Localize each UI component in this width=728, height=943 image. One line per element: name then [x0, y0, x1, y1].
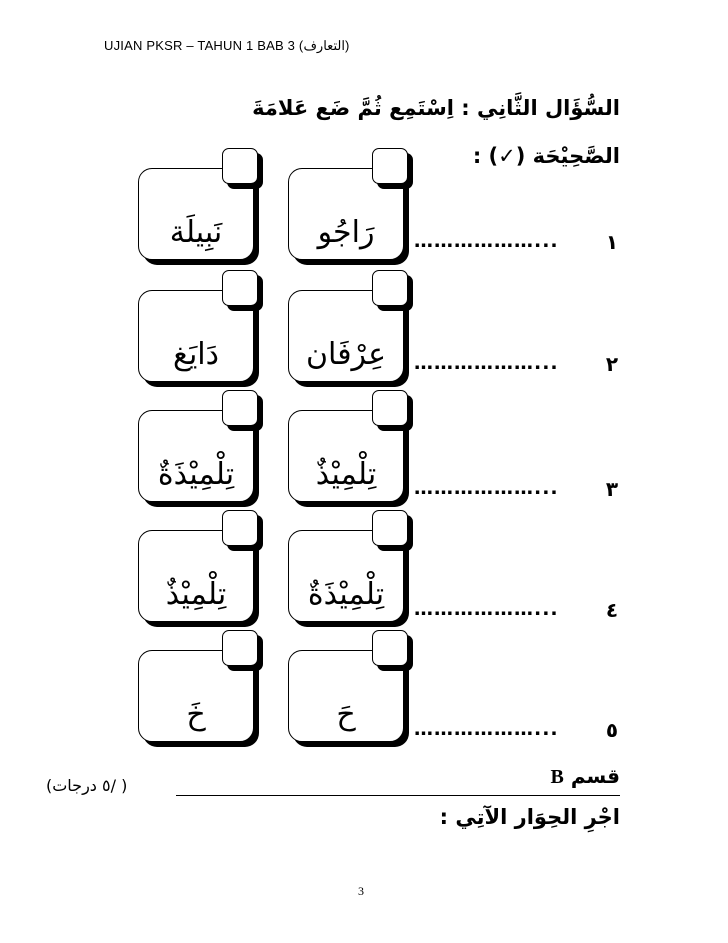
- checkbox[interactable]: [222, 390, 260, 428]
- option-word: تِلْمِيْذَةٌ: [307, 577, 385, 612]
- option-word: نَبِيلَة: [169, 215, 223, 250]
- checkbox[interactable]: [372, 390, 410, 428]
- option-card-right: [288, 168, 404, 260]
- option-card-left: [138, 530, 254, 622]
- option-card-right: [288, 290, 404, 382]
- option-card-right: [288, 650, 404, 742]
- option-card-right: [288, 410, 404, 502]
- row-number: ٥: [605, 718, 619, 742]
- checkbox[interactable]: [222, 270, 260, 308]
- section-b-instruction: اجْرِ الحِوَار الآتِي :: [439, 805, 620, 829]
- divider-line: [176, 795, 620, 796]
- section-b-letter: B: [550, 766, 564, 788]
- checkbox[interactable]: [222, 510, 260, 548]
- answer-dots: ………………...: [414, 598, 559, 620]
- row-number: ٢: [605, 352, 619, 376]
- row-number: ٣: [605, 477, 619, 501]
- checkbox[interactable]: [372, 270, 410, 308]
- checkbox[interactable]: [372, 148, 410, 186]
- row-number: ١: [605, 230, 619, 254]
- option-word: تِلْمِيْذٌ: [315, 457, 377, 492]
- question-instruction-line2: الصَّحِيْحَة (✓) :: [472, 144, 620, 168]
- row-number: ٤: [605, 598, 619, 622]
- question-instruction-line1: السُّؤَال الثَّانِي : اِسْتَمِع ثُمَّ ضَع عَلامَةَ: [252, 96, 620, 120]
- checkbox[interactable]: [372, 510, 410, 548]
- option-word: حَ: [336, 697, 356, 732]
- option-word: دَايَغ: [172, 337, 219, 372]
- option-word: خَ: [186, 697, 206, 732]
- option-card-left: [138, 290, 254, 382]
- page-number: 3: [358, 884, 364, 898]
- answer-dots: ………………...: [414, 230, 559, 252]
- checkbox[interactable]: [222, 148, 260, 186]
- option-word: تِلْمِيْذٌ: [165, 577, 227, 612]
- option-card-left: [138, 650, 254, 742]
- checkbox[interactable]: [372, 630, 410, 668]
- answer-dots: ………………...: [414, 718, 559, 740]
- answer-dots: ………………...: [414, 352, 559, 374]
- section-b-label: قسم: [570, 764, 620, 788]
- option-word: رَاجُو: [317, 215, 375, 250]
- option-word: عِرْفَان: [306, 337, 386, 372]
- page-header: UJIAN PKSR – TAHUN 1 BAB 3 (التعارف): [104, 38, 350, 53]
- option-word: تِلْمِيْذَةٌ: [157, 457, 235, 492]
- option-card-left: [138, 410, 254, 502]
- option-card-right: [288, 530, 404, 622]
- option-card-left: [138, 168, 254, 260]
- answer-dots: ………………...: [414, 477, 559, 499]
- section-b-heading: [551, 764, 620, 789]
- marks-label: ( /٥ درجات): [46, 776, 128, 795]
- checkbox[interactable]: [222, 630, 260, 668]
